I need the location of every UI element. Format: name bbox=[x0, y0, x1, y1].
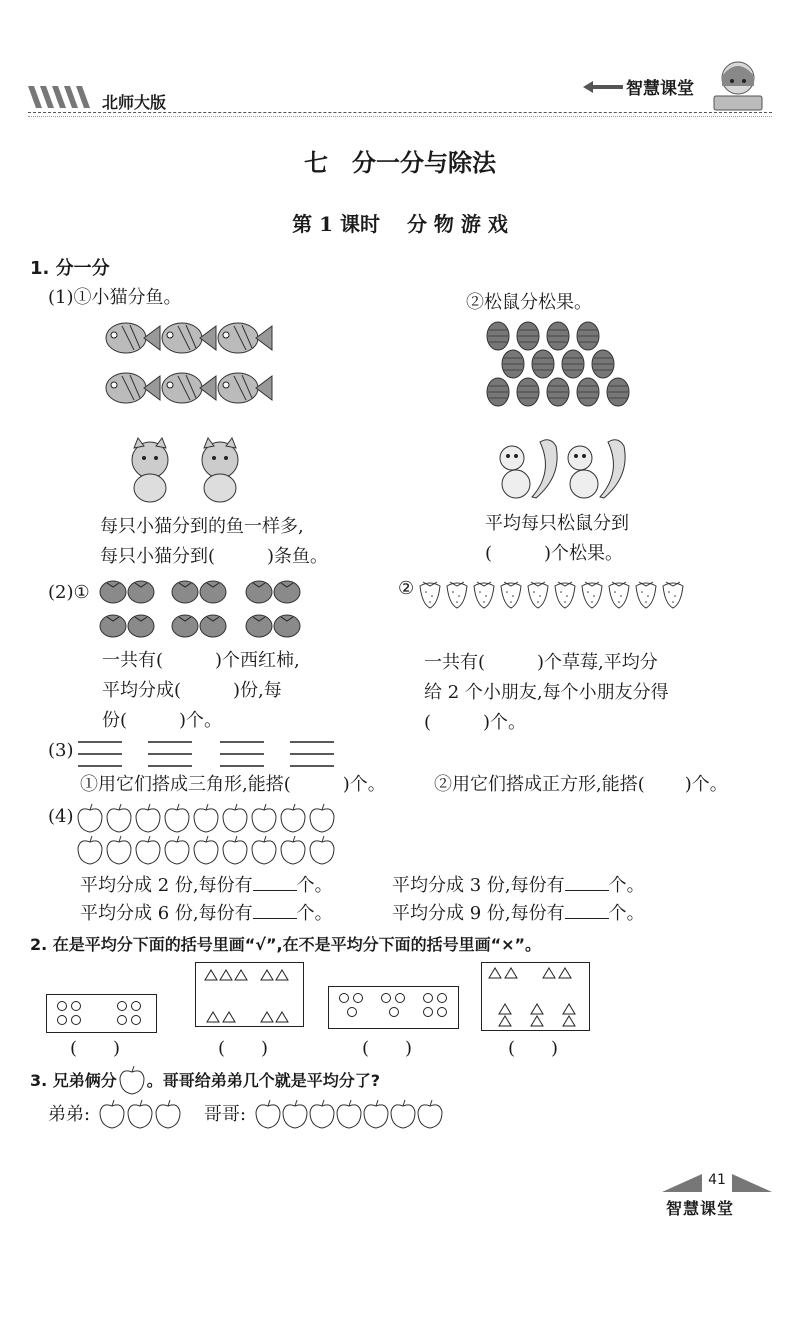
q1-4-row1a: 平均分成 2 份,每份有 个。 bbox=[80, 875, 333, 896]
q1-2b-label: ② bbox=[398, 578, 415, 599]
q1-2a-line1: 一共有( )个西红柿, bbox=[102, 650, 300, 671]
q1-3-label: (3) bbox=[48, 740, 74, 761]
q2-answer-1[interactable]: ( ) bbox=[70, 1038, 121, 1059]
question-1-title: 1. 分一分 bbox=[30, 258, 110, 279]
older-brother-apples bbox=[254, 1100, 454, 1130]
question-2-title: 2. 在是平均分下面的括号里画“√”,在不是平均分下面的括号里画“×”。 bbox=[30, 935, 542, 954]
cat-group bbox=[120, 438, 270, 508]
question-3-title: 3. 兄弟俩分 。哥哥给弟弟几个就是平均分了? bbox=[30, 1068, 380, 1091]
q1-4-row2b: 平均分成 9 份,每份有 个。 bbox=[392, 903, 645, 924]
q1-3a-text: ①用它们搭成三角形,能搭( )个。 bbox=[80, 774, 386, 795]
edition-label: 北师大版 bbox=[102, 93, 167, 112]
q2-box-3 bbox=[328, 986, 460, 1030]
fish-icon bbox=[106, 323, 160, 353]
q1-1b-line1: 平均每只松鼠分到 bbox=[485, 513, 629, 534]
strawberry-group bbox=[418, 578, 688, 610]
tomato-group bbox=[100, 580, 310, 640]
squirrel-group bbox=[492, 432, 632, 502]
girl-mascot-icon bbox=[708, 56, 768, 116]
answer-blank[interactable] bbox=[253, 902, 297, 919]
header-stripes-decoration bbox=[28, 86, 98, 110]
tomato-icon bbox=[100, 581, 126, 603]
header-divider bbox=[28, 112, 772, 113]
q1-1a-line2: 每只小猫分到( )条鱼。 bbox=[100, 546, 329, 567]
strawberry-icon bbox=[420, 582, 440, 608]
q1-1b-line2: ( )个松果。 bbox=[485, 543, 624, 564]
apple-icon bbox=[78, 804, 102, 832]
q1-1a-line1: 每只小猫分到的鱼一样多, bbox=[100, 516, 304, 537]
younger-brother-apples bbox=[98, 1100, 188, 1130]
fish-group bbox=[104, 318, 274, 418]
q1-4-row2a: 平均分成 6 份,每份有 个。 bbox=[80, 903, 333, 924]
q1-2-label: (2)① bbox=[48, 582, 90, 603]
answer-blank[interactable] bbox=[253, 874, 297, 891]
q2-box-2 bbox=[195, 962, 305, 1028]
older-brother-label: 哥哥: bbox=[204, 1104, 247, 1125]
squirrel-icon bbox=[500, 440, 557, 498]
q1-3b-text: ②用它们搭成正方形,能搭( )个。 bbox=[434, 774, 728, 795]
q2-answer-2[interactable]: ( ) bbox=[218, 1038, 269, 1059]
pine-cone-group bbox=[486, 322, 626, 412]
q1-2b-line2: 给 2 个小朋友,每个小朋友分得 bbox=[424, 682, 669, 703]
answer-blank[interactable] bbox=[565, 902, 609, 919]
q2-box-4 bbox=[481, 962, 591, 1032]
q1-2b-line1: 一共有( )个草莓,平均分 bbox=[424, 652, 658, 673]
page-number: 41 bbox=[708, 1172, 726, 1188]
apple-icon bbox=[117, 1074, 147, 1090]
q1-4-row1b: 平均分成 3 份,每份有 个。 bbox=[392, 875, 645, 896]
header-arrow-icon bbox=[583, 80, 623, 94]
q2-box-1 bbox=[46, 994, 158, 1034]
q2-answer-4[interactable]: ( ) bbox=[508, 1038, 559, 1059]
answer-blank[interactable] bbox=[565, 874, 609, 891]
footer-brand: 智慧课堂 bbox=[666, 1199, 735, 1218]
apple-group bbox=[76, 804, 346, 868]
header-divider-2 bbox=[28, 116, 772, 117]
cat-icon bbox=[132, 438, 168, 502]
q1-2a-line3: 份( )个。 bbox=[102, 710, 223, 731]
q1-1-label: (1)①小猫分鱼。 bbox=[48, 287, 182, 308]
brand-label: 智慧课堂 bbox=[626, 79, 694, 99]
younger-brother-label: 弟弟: bbox=[48, 1104, 91, 1125]
q1-1b-label: ②松鼠分松果。 bbox=[466, 292, 592, 313]
q1-4-label: (4) bbox=[48, 806, 74, 827]
pine-cone-icon bbox=[487, 322, 509, 350]
sticks-group bbox=[78, 736, 348, 770]
q1-2b-line3: ( )个。 bbox=[424, 712, 527, 733]
lesson-title: 第 1 课时 分 物 游 戏 bbox=[292, 212, 508, 236]
q2-answer-3[interactable]: ( ) bbox=[362, 1038, 413, 1059]
stick-pair-icon bbox=[78, 742, 122, 766]
q1-2a-line2: 平均分成( )份,每 bbox=[102, 680, 282, 701]
chapter-title: 七 分一分与除法 bbox=[304, 148, 496, 177]
